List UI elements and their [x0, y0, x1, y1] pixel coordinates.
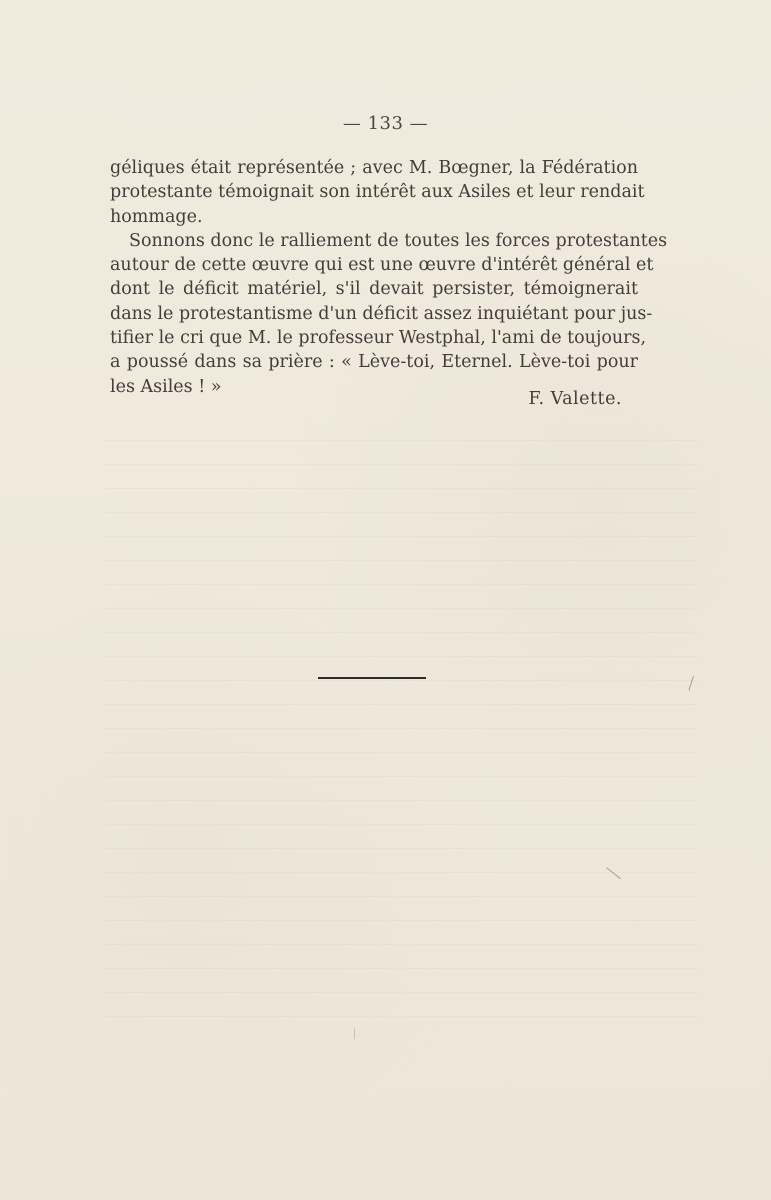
text-line-10: les Asiles ! »: [110, 376, 222, 397]
page-number: — 133 —: [342, 113, 429, 134]
text-line-5: autour de cette œuvre qui est une œuvre d'intérêt général et: [110, 255, 654, 276]
text-line-2: protestante témoignait son intérêt aux Asiles et leur rendait: [110, 182, 645, 203]
text-line-6: dont le déficit matériel, s'il devait persister, témoignerait: [110, 279, 638, 300]
signature: F. Valette.: [528, 389, 622, 409]
text-line-7: dans le protestantisme d'un déficit assez inquiétant pour jus-: [110, 303, 653, 324]
show-through-text: [105, 440, 699, 1040]
section-divider: [318, 677, 426, 679]
text-line-8: tifier le cri que M. le professeur Westphal, l'ami de toujours,: [110, 328, 647, 349]
text-line-9: a poussé dans sa prière : « Lève-toi, Eternel. Lève-toi pour: [110, 352, 638, 373]
paper-mark: [354, 1028, 355, 1039]
text-line-4: Sonnons donc le ralliement de toutes les forces protestantes: [129, 230, 668, 251]
body-text: [110, 156, 668, 399]
text-line-3: hommage.: [110, 206, 203, 227]
text-line-1: géliques était représentée ; avec M. Bœgner, la Fédération: [110, 158, 638, 178]
